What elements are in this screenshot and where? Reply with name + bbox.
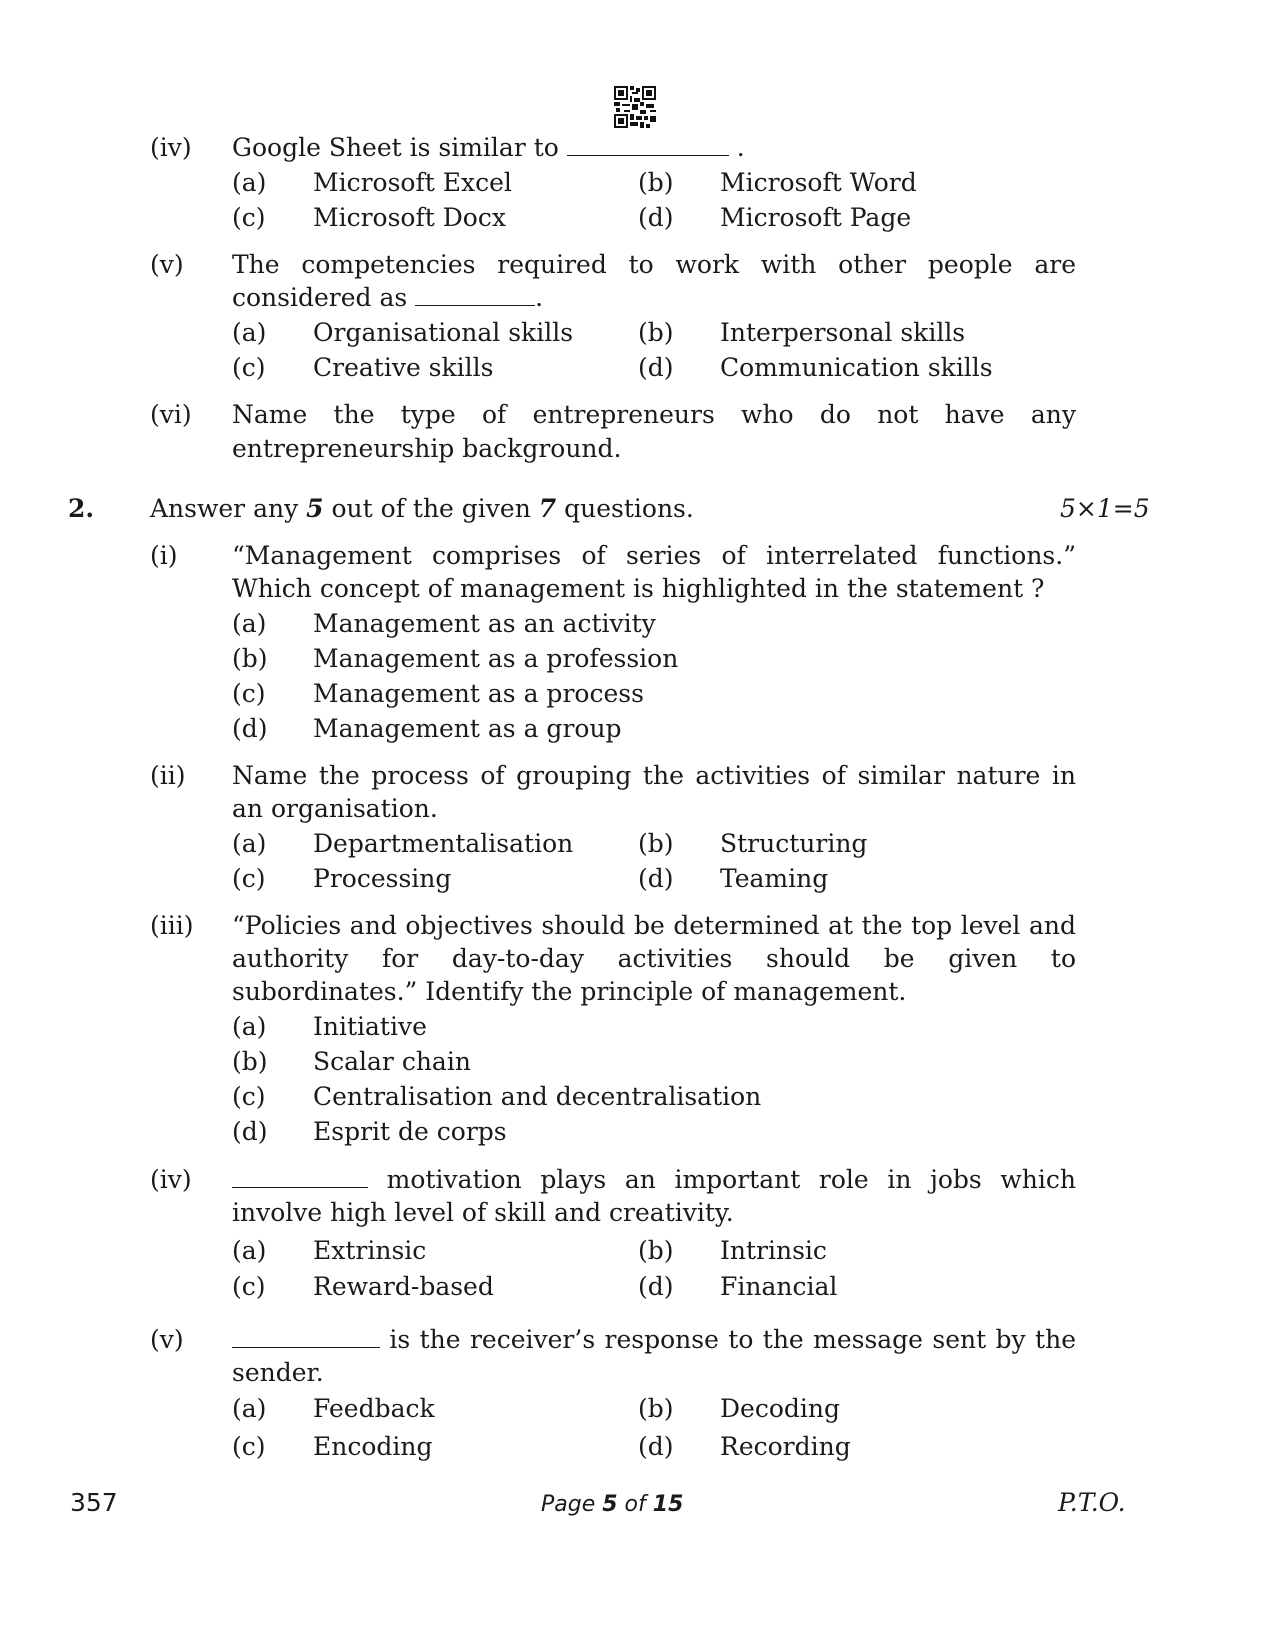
- option-text: Scalar chain: [313, 1047, 471, 1076]
- option-text: Intrinsic: [720, 1236, 827, 1265]
- item-label: (vi): [150, 400, 192, 429]
- marks-allocation: 5×1=5: [1060, 494, 1150, 523]
- option-text: Microsoft Docx: [313, 203, 506, 232]
- question-instruction: Answer any 5 out of the given 7 questions.: [150, 494, 694, 523]
- option-label: (c): [232, 203, 266, 232]
- option-text: Financial: [720, 1272, 838, 1301]
- option-label: (a): [232, 1394, 267, 1423]
- page-number: Page 5 of 15: [541, 1492, 684, 1517]
- option-text: Extrinsic: [313, 1236, 427, 1265]
- option-text: Microsoft Excel: [313, 168, 512, 197]
- option-text: Management as a group: [313, 714, 622, 743]
- option-label: (b): [638, 829, 674, 858]
- option-label: (d): [232, 1117, 268, 1146]
- option-label: (b): [232, 1047, 268, 1076]
- option-text: Creative skills: [313, 353, 494, 382]
- option-label: (d): [638, 353, 674, 382]
- option-text: Departmentalisation: [313, 829, 574, 858]
- option-label: (a): [232, 168, 267, 197]
- option-label: (c): [232, 1432, 266, 1461]
- option-label: (d): [232, 714, 268, 743]
- option-label: (a): [232, 829, 267, 858]
- option-label: (a): [232, 1236, 267, 1265]
- question-text: “Policies and objectives should be determined at the top level and authority for day-to-day activities should be given to subordinates.” Identify the principle of management.: [232, 911, 1076, 1006]
- question-text: motivation plays an important role in jobs which involve high level of skill and creativity.: [232, 1165, 1076, 1227]
- option-label: (c): [232, 864, 266, 893]
- pto-label: P.T.O.: [1058, 1488, 1126, 1517]
- option-label: (b): [638, 168, 674, 197]
- question-text: Google Sheet is similar to .: [232, 133, 745, 162]
- item-label: (v): [150, 250, 184, 279]
- option-text: Management as an activity: [313, 609, 656, 638]
- option-text: Teaming: [720, 864, 829, 893]
- option-label: (a): [232, 318, 267, 347]
- option-text: Processing: [313, 864, 452, 893]
- question-text: Name the process of grouping the activities of similar nature in an organisation.: [232, 761, 1076, 823]
- option-label: (b): [232, 644, 268, 673]
- option-text: Communication skills: [720, 353, 993, 382]
- option-label: (d): [638, 203, 674, 232]
- option-text: Centralisation and decentralisation: [313, 1082, 762, 1111]
- answer-blank: [567, 131, 729, 156]
- option-text: Esprit de corps: [313, 1117, 507, 1146]
- question-text: considered as .: [232, 283, 544, 312]
- option-text: Decoding: [720, 1394, 840, 1423]
- option-label: (a): [232, 609, 267, 638]
- option-text: Reward-based: [313, 1272, 494, 1301]
- option-text: Interpersonal skills: [720, 318, 966, 347]
- option-text: Structuring: [720, 829, 868, 858]
- option-label: (a): [232, 1012, 267, 1041]
- question-text: Name the type of entrepreneurs who do not have any entrepreneurship background.: [232, 400, 1076, 463]
- option-text: Microsoft Page: [720, 203, 912, 232]
- answer-blank: [415, 281, 535, 306]
- paper-code: 357: [70, 1488, 118, 1517]
- option-label: (b): [638, 1236, 674, 1265]
- question-text: is the receiver’s response to the message sent by the sender.: [232, 1325, 1076, 1387]
- option-label: (c): [232, 679, 266, 708]
- item-label: (iv): [150, 133, 192, 162]
- question-number: 2.: [68, 494, 95, 523]
- question-text: “Management comprises of series of interrelated functions.” Which concept of management is highlighted in the statement ?: [232, 541, 1076, 603]
- option-label: (d): [638, 864, 674, 893]
- option-text: Organisational skills: [313, 318, 574, 347]
- option-label: (d): [638, 1272, 674, 1301]
- option-text: Initiative: [313, 1012, 427, 1041]
- answer-blank: [232, 1163, 368, 1188]
- option-text: Encoding: [313, 1432, 433, 1461]
- answer-blank: [232, 1323, 380, 1348]
- option-label: (d): [638, 1432, 674, 1461]
- option-text: Recording: [720, 1432, 851, 1461]
- question-text: The competencies required to work with other people are: [232, 250, 1076, 279]
- option-label: (b): [638, 318, 674, 347]
- option-label: (c): [232, 1082, 266, 1111]
- item-label: (iii): [150, 911, 194, 940]
- option-text: Microsoft Word: [720, 168, 917, 197]
- option-label: (c): [232, 353, 266, 382]
- item-label: (ii): [150, 761, 186, 790]
- option-text: Feedback: [313, 1394, 435, 1423]
- qr-code-image: [614, 86, 656, 128]
- item-label: (i): [150, 541, 178, 570]
- option-label: (c): [232, 1272, 266, 1301]
- option-label: (b): [638, 1394, 674, 1423]
- option-text: Management as a process: [313, 679, 644, 708]
- option-text: Management as a profession: [313, 644, 679, 673]
- item-label: (iv): [150, 1165, 192, 1194]
- item-label: (v): [150, 1325, 184, 1354]
